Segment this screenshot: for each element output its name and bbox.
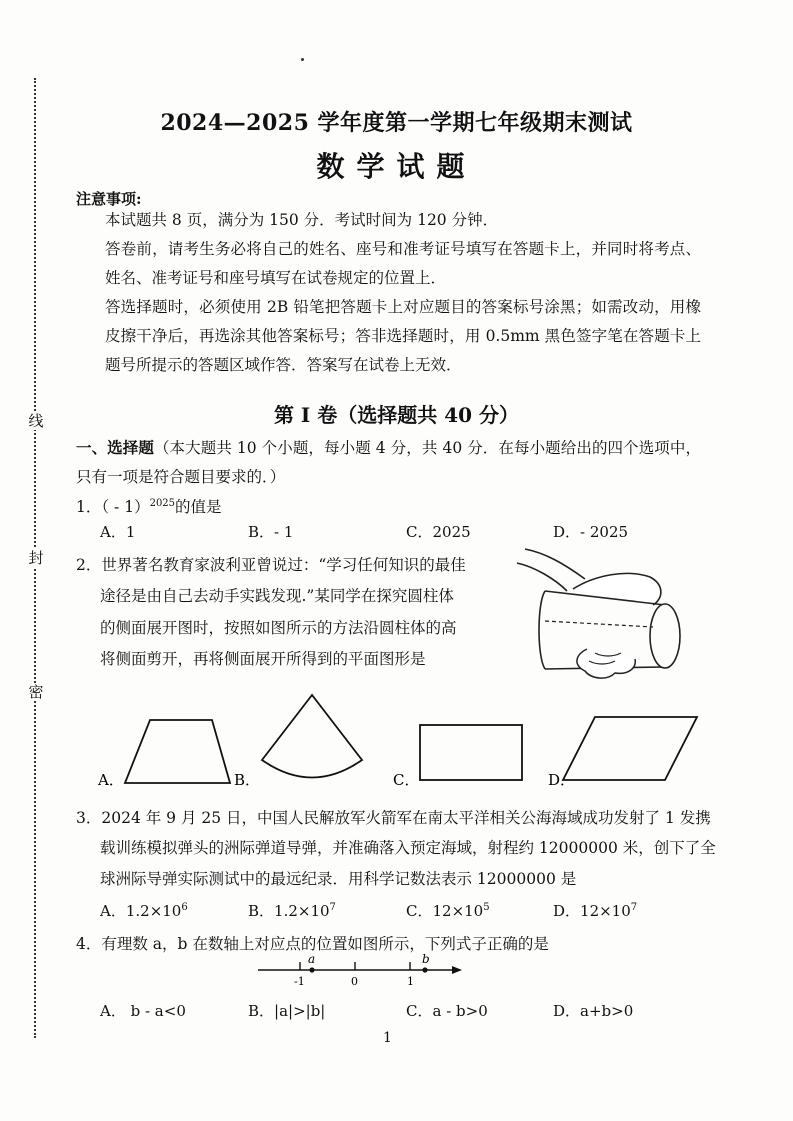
q3-option-d-label: D． <box>553 902 581 920</box>
q4-option-d[interactable]: D．a+b>0 <box>553 1002 634 1020</box>
q3-option-b-label: B． <box>248 902 275 920</box>
q1-exponent: 2025 <box>149 498 176 509</box>
page-number: 1 <box>383 1030 392 1046</box>
q3-line-1: 3．2024 年 9 月 25 日，中国人民解放军火箭军在南太平洋相关公海海域成功发射了 1 发携 <box>76 809 711 827</box>
q2-option-c-figure[interactable] <box>390 690 540 795</box>
binding-label-mi: 密 <box>28 683 44 701</box>
q4-option-b[interactable]: B．|a|>|b| <box>248 1002 326 1020</box>
section-intro-text: （本大题共 10 个小题，每小题 4 分，共 40 分．在每小题给出的四个选项中，只有一项是符合题目要求的．） <box>76 439 701 486</box>
q3-option-a-label: A． <box>100 902 126 920</box>
q2-option-b-label: B． <box>234 771 261 789</box>
number-line-figure <box>250 950 470 992</box>
notice-text-1: 本试题共 8 页，满分为 150 分．考试时间为 120 分钟． <box>105 211 499 229</box>
q2-line-2: 途径是由自己去动手实践发现.”某同学在探究圆柱体 <box>100 587 454 605</box>
notice-text-2: 答卷前，请考生务必将自己的姓名、座号和准考证号填写在答题卡上，并同时将考点、姓名、准考证号和座号填写在试卷规定的位置上． <box>105 240 701 287</box>
q2-option-a-figure[interactable] <box>95 690 255 795</box>
exam-title: 2024—2025 学年度第一学期七年级期末测试 <box>160 110 633 136</box>
q3-option-a-base: 1.2×10 <box>125 902 182 920</box>
q3-option-a-exp: 6 <box>181 902 188 913</box>
q3-option-c-label: C． <box>406 902 433 920</box>
label-one: 1 <box>407 975 414 988</box>
number-line-arrow <box>452 966 462 974</box>
q1-option-d[interactable]: D．- 2025 <box>553 523 629 541</box>
question-1-stem <box>76 489 222 522</box>
q3-option-c[interactable] <box>406 900 490 921</box>
rectangle-shape <box>420 725 522 780</box>
q2-option-a-label: A． <box>98 771 124 789</box>
q1-base: （ - 1） <box>101 498 150 517</box>
notice-heading: 注意事项: <box>76 190 142 208</box>
notice-paragraph-2 <box>76 235 701 293</box>
parallelogram-shape <box>563 717 697 780</box>
q2-line-4: 将侧面剪开，再将侧面展开所得到的平面图形是 <box>100 650 426 668</box>
q3-option-b[interactable] <box>248 900 336 921</box>
notice-paragraph-3 <box>76 293 701 380</box>
page-speck <box>301 58 304 61</box>
label-a: a <box>308 952 316 966</box>
q1-option-b[interactable]: B．- 1 <box>248 523 294 541</box>
label-b: b <box>422 952 430 966</box>
q3-line-3: 球洲际导弹实际测试中的最远纪录．用科学记数法表示 12000000 是 <box>100 870 577 888</box>
q3-option-c-base: 12×10 <box>432 902 484 920</box>
q4-option-c[interactable]: C．a - b>0 <box>406 1002 488 1020</box>
q2-line-1: 2．世界著名教育家波利亚曾说过：“学习任何知识的最佳 <box>76 556 466 574</box>
q1-number: 1． <box>76 498 102 517</box>
q1-option-a[interactable]: A．1 <box>100 523 136 541</box>
q4-option-a[interactable]: A． b - a<0 <box>100 1002 186 1020</box>
sector-shape <box>262 695 362 778</box>
point-b <box>422 967 427 972</box>
q3-option-a[interactable] <box>100 900 188 921</box>
exam-subtitle: 数学试题 <box>316 150 477 183</box>
q1-option-c[interactable]: C．2025 <box>406 523 471 541</box>
q3-option-d-base: 12×10 <box>580 902 631 920</box>
q3-option-d-exp: 7 <box>630 902 638 913</box>
point-a <box>309 967 314 972</box>
q2-option-b-figure[interactable] <box>232 690 382 795</box>
q4-stem: 4．有理数 a，b 在数轴上对应点的位置如图所示，下列式子正确的是 <box>76 935 549 953</box>
q3-option-d[interactable] <box>553 900 637 921</box>
label-zero: 0 <box>351 975 358 988</box>
binding-label-xian: 线 <box>28 412 44 430</box>
q2-option-d-label: D． <box>548 771 576 789</box>
cylinder-hands-figure <box>515 541 695 686</box>
q1-tail: 的值是 <box>175 498 222 517</box>
section-title: 第 I 卷（选择题共 40 分） <box>273 403 520 427</box>
q3-option-c-exp: 5 <box>483 902 490 913</box>
q3-option-b-base: 1.2×10 <box>274 902 330 920</box>
q3-option-b-exp: 7 <box>329 902 336 913</box>
q3-line-2: 载训练模拟弹头的洲际弹道导弹，并准确落入预定海域，射程约 12000000 米，创下了全 <box>100 839 716 857</box>
notice-paragraph-1 <box>76 206 701 235</box>
trapezoid-shape <box>125 720 230 783</box>
notice-text-3: 答选择题时，必须使用 2B 铅笔把答题卡上对应题目的答案标号涂黑；如需改动，用橡皮擦干净后，再选涂其他答案标号；答非选择题时，用 0.5mm 黑色签字笔在答题卡上题号所提示的答题区域作答．答案写在试卷上无效． <box>105 298 701 374</box>
label-neg1: -1 <box>294 975 305 988</box>
section-intro-label: 一、选择题 <box>76 438 154 457</box>
q2-line-3: 的侧面展开图时，按照如图所示的方法沿圆柱体的高 <box>100 619 457 637</box>
binding-label-feng: 封 <box>28 549 44 567</box>
section-intro <box>76 433 701 492</box>
q2-option-d-figure[interactable] <box>545 690 705 795</box>
q2-option-c-label: C． <box>393 771 420 789</box>
